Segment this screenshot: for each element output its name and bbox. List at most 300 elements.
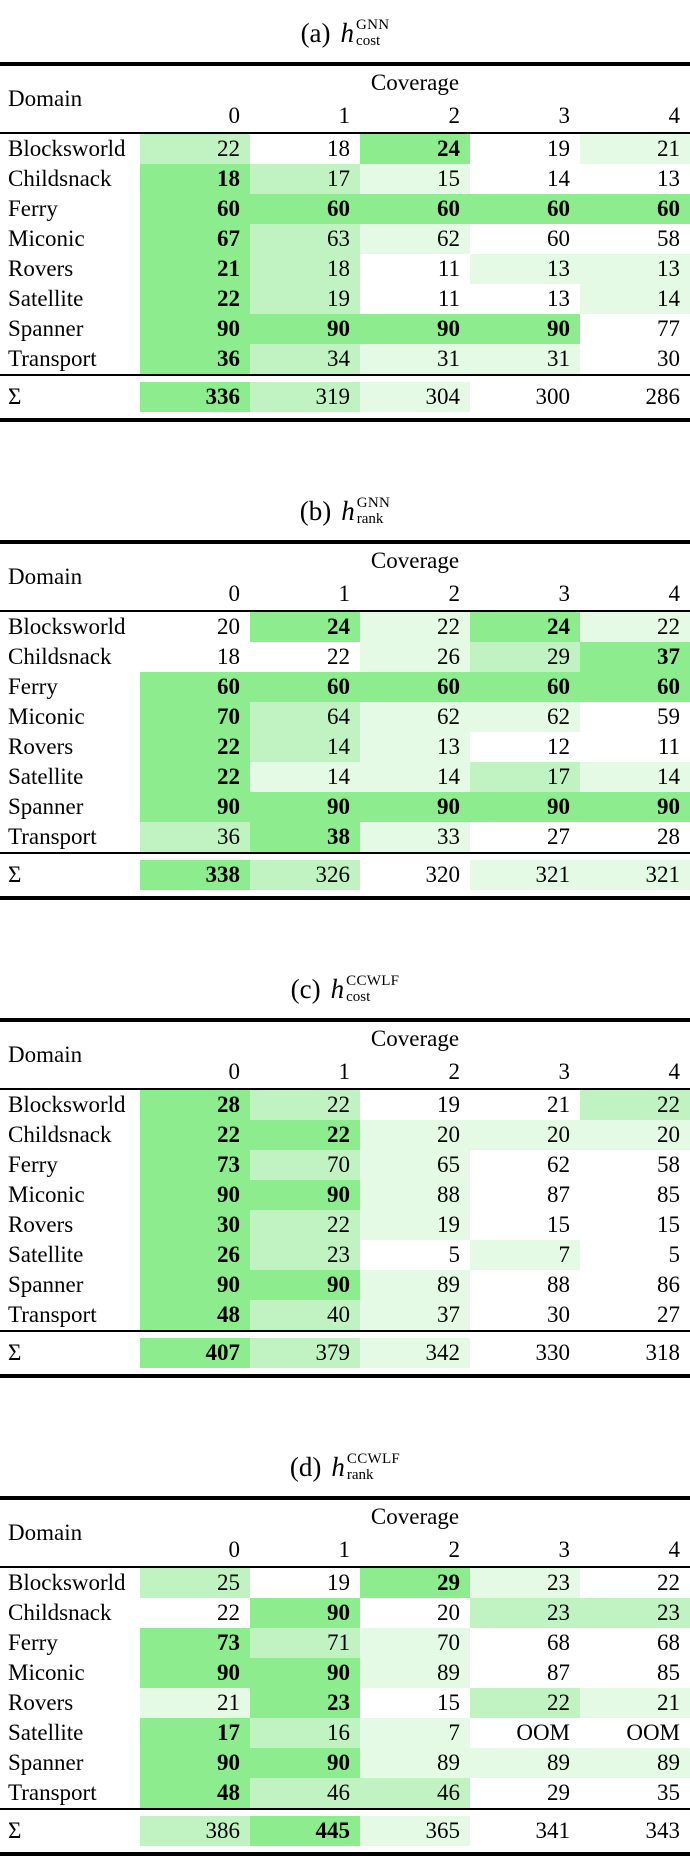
domain-cell: Satellite [8, 1242, 84, 1267]
coverage-cell: 30 [580, 344, 690, 374]
sum-row [0, 382, 690, 412]
table-label: (b) [299, 495, 332, 526]
table-block-c [0, 960, 690, 1378]
coverage-cell: 13 [580, 164, 690, 194]
heuristic-superscript: CCWLF [346, 973, 400, 990]
sum-label: Σ [8, 384, 22, 409]
heuristic-sup-sub [347, 1452, 400, 1484]
coverage-cell: 22 [580, 1568, 690, 1598]
coverage-col-header-4: 4 [668, 1537, 680, 1562]
coverage-col-header-2: 2 [448, 103, 460, 128]
coverage-cell: 85 [580, 1180, 690, 1210]
coverage-cell: 36 [140, 344, 250, 374]
domain-cell: Transport [8, 824, 97, 849]
coverage-cell: 64 [250, 702, 360, 732]
table-row-transport [0, 344, 690, 374]
coverage-cell: 19 [360, 1090, 470, 1120]
coverage-cell: 60 [470, 224, 580, 254]
heuristic-superscript: CCWLF [346, 1451, 401, 1468]
heuristic-sup-sub [357, 496, 390, 528]
sum-cell: 304 [360, 382, 470, 412]
domain-cell: Rovers [8, 734, 74, 759]
coverage-cell: 22 [360, 612, 470, 642]
coverage-cell: 60 [140, 672, 250, 702]
coverage-cell: 65 [360, 1150, 470, 1180]
coverage-cell: 90 [360, 314, 470, 344]
coverage-cell: 14 [250, 732, 360, 762]
coverage-cell: 21 [580, 1688, 690, 1718]
coverage-cell: 59 [580, 702, 690, 732]
coverage-col-header-3: 3 [558, 581, 570, 606]
coverage-col-headers [140, 1530, 690, 1566]
coverage-cell: OOM [470, 1718, 580, 1748]
table-title-c [0, 960, 690, 1018]
coverage-cell: 30 [470, 1300, 580, 1330]
coverage-cell: 17 [470, 762, 580, 792]
table-label: (c) [290, 973, 321, 1004]
coverage-cell: 22 [140, 284, 250, 314]
coverage-cell: 89 [360, 1658, 470, 1688]
sum-cell: 336 [140, 382, 250, 412]
coverage-cell: 68 [470, 1628, 580, 1658]
domain-col-header: Domain [8, 564, 83, 589]
domain-cell: Satellite [8, 764, 84, 789]
domain-cell: Miconic [8, 1660, 85, 1685]
sum-row [0, 1338, 690, 1368]
coverage-cell: 89 [360, 1748, 470, 1778]
coverage-cell: 89 [580, 1748, 690, 1778]
heuristic-sup-sub [356, 18, 389, 50]
table-header [0, 1022, 690, 1088]
coverage-cell: 27 [470, 822, 580, 852]
domain-cell: Blocksworld [8, 136, 126, 161]
coverage-tables-figure [0, 4, 690, 1856]
coverage-cell: 15 [360, 1688, 470, 1718]
sum-cell: 341 [470, 1816, 580, 1846]
coverage-cell: 12 [470, 732, 580, 762]
sum-cell: 286 [580, 382, 690, 412]
domain-cell: Childsnack [8, 644, 112, 669]
coverage-cell: 38 [250, 822, 360, 852]
sum-cell: 321 [580, 860, 690, 890]
table-title-a [0, 4, 690, 62]
coverage-header-area [140, 1022, 690, 1088]
sum-row-wrap [0, 1332, 690, 1374]
sum-label: Σ [8, 1818, 22, 1843]
sum-cell: 343 [580, 1816, 690, 1846]
table-title-d [0, 1438, 690, 1496]
domain-cell: Satellite [8, 1720, 84, 1745]
coverage-header-area [140, 1500, 690, 1566]
table-header [0, 66, 690, 132]
table-header [0, 1500, 690, 1566]
sum-row-wrap [0, 376, 690, 418]
coverage-cell: 26 [360, 642, 470, 672]
coverage-cell: 62 [470, 702, 580, 732]
domain-cell: Ferry [8, 674, 58, 699]
coverage-col-header-0: 0 [228, 581, 240, 606]
table-row-childsnack [0, 1120, 690, 1150]
coverage-cell: 26 [140, 1240, 250, 1270]
coverage-cell: 19 [250, 1568, 360, 1598]
coverage-cell: 23 [470, 1598, 580, 1628]
coverage-cell: 19 [470, 134, 580, 164]
coverage-cell: 22 [140, 1120, 250, 1150]
table-row-blocksworld [0, 1090, 690, 1120]
sum-cell: 330 [470, 1338, 580, 1368]
domain-cell: Ferry [8, 1630, 58, 1655]
table-body [0, 612, 690, 852]
heuristic-symbol: h [341, 495, 355, 526]
coverage-col-header-4: 4 [668, 581, 680, 606]
heuristic-superscript: GNN [356, 17, 390, 34]
heuristic-symbol: h [331, 1451, 345, 1482]
table-row-childsnack [0, 1598, 690, 1628]
coverage-cell: 15 [580, 1210, 690, 1240]
domain-cell: Ferry [8, 196, 58, 221]
domain-cell: Spanner [8, 316, 84, 341]
table-row-spanner [0, 1270, 690, 1300]
coverage-cell: 22 [470, 1688, 580, 1718]
coverage-cell: 48 [140, 1778, 250, 1808]
sum-label: Σ [8, 1340, 22, 1365]
coverage-cell: 5 [360, 1240, 470, 1270]
sum-label: Σ [8, 862, 22, 887]
coverage-cell: 58 [580, 224, 690, 254]
coverage-cell: 60 [250, 672, 360, 702]
coverage-cell: 90 [250, 1270, 360, 1300]
table-row-ferry [0, 194, 690, 224]
coverage-cell: 24 [250, 612, 360, 642]
coverage-cell: 31 [360, 344, 470, 374]
coverage-cell: 23 [250, 1240, 360, 1270]
domain-cell: Transport [8, 1302, 97, 1327]
coverage-cell: 62 [360, 702, 470, 732]
coverage-col-header-1: 1 [338, 103, 350, 128]
coverage-col-header-4: 4 [668, 103, 680, 128]
sum-cell: 445 [250, 1816, 360, 1846]
domain-cell: Rovers [8, 256, 74, 281]
domain-cell: Ferry [8, 1152, 58, 1177]
coverage-cell: 21 [470, 1090, 580, 1120]
table-row-satellite [0, 762, 690, 792]
coverage-cell: 19 [250, 284, 360, 314]
coverage-cell: 29 [360, 1568, 470, 1598]
coverage-cell: 77 [580, 314, 690, 344]
coverage-cell: 60 [580, 672, 690, 702]
coverage-cell: 21 [580, 134, 690, 164]
coverage-cell: 46 [360, 1778, 470, 1808]
coverage-cell: 31 [470, 344, 580, 374]
coverage-cell: 90 [140, 1748, 250, 1778]
coverage-cell: 90 [250, 314, 360, 344]
table-row-rovers [0, 1210, 690, 1240]
coverage-cell: 73 [140, 1150, 250, 1180]
table-title-b [0, 482, 690, 540]
coverage-cell: 13 [470, 254, 580, 284]
sum-row-wrap [0, 1810, 690, 1852]
table-body [0, 1090, 690, 1330]
coverage-cell: 20 [360, 1598, 470, 1628]
coverage-col-header-0: 0 [228, 1059, 240, 1084]
table-label: (a) [300, 17, 331, 48]
coverage-cell: 90 [250, 1598, 360, 1628]
coverage-cell: 70 [250, 1150, 360, 1180]
coverage-cell: 11 [360, 284, 470, 314]
coverage-cell: 48 [140, 1300, 250, 1330]
coverage-col-header-0: 0 [228, 103, 240, 128]
domain-cell: Childsnack [8, 1122, 112, 1147]
coverage-cell: 14 [250, 762, 360, 792]
coverage-cell: 86 [580, 1270, 690, 1300]
coverage-cell: 90 [360, 792, 470, 822]
heuristic-subscript: cost [356, 33, 381, 49]
coverage-cell: 90 [250, 1180, 360, 1210]
coverage-cell: 22 [250, 1210, 360, 1240]
coverage-col-header-1: 1 [338, 1537, 350, 1562]
coverage-cell: 88 [470, 1270, 580, 1300]
coverage-col-headers [140, 1052, 690, 1088]
coverage-cell: 60 [360, 672, 470, 702]
coverage-cell: 21 [140, 1688, 250, 1718]
coverage-cell: 68 [580, 1628, 690, 1658]
sum-cell: 320 [360, 860, 470, 890]
domain-cell: Blocksworld [8, 1092, 126, 1117]
coverage-cell: 25 [140, 1568, 250, 1598]
coverage-cell: 90 [250, 1748, 360, 1778]
coverage-cell: 11 [360, 254, 470, 284]
coverage-cell: 22 [580, 612, 690, 642]
coverage-cell: 35 [580, 1778, 690, 1808]
table-row-satellite [0, 1718, 690, 1748]
coverage-cell: 88 [360, 1180, 470, 1210]
coverage-cell: 62 [470, 1150, 580, 1180]
coverage-cell: 23 [580, 1598, 690, 1628]
coverage-cell: 90 [470, 792, 580, 822]
coverage-cell: 90 [140, 314, 250, 344]
table-row-childsnack [0, 164, 690, 194]
domain-cell: Blocksworld [8, 614, 126, 639]
sum-cell: 342 [360, 1338, 470, 1368]
heuristic-subscript: rank [356, 511, 384, 527]
domain-cell: Transport [8, 346, 97, 371]
coverage-cell: 21 [140, 254, 250, 284]
domain-cell: Spanner [8, 794, 84, 819]
bottom-rule [0, 418, 690, 422]
domain-col-header: Domain [8, 1042, 83, 1067]
coverage-cell: 17 [140, 1718, 250, 1748]
sum-cell: 365 [360, 1816, 470, 1846]
coverage-cell: 23 [250, 1688, 360, 1718]
coverage-cell: 62 [360, 224, 470, 254]
coverage-cell: 90 [250, 792, 360, 822]
coverage-cell: 90 [140, 1658, 250, 1688]
table-row-spanner [0, 314, 690, 344]
coverage-cell: 90 [470, 314, 580, 344]
coverage-cell: 90 [250, 1658, 360, 1688]
coverage-cell: 7 [360, 1718, 470, 1748]
coverage-col-header-2: 2 [448, 1537, 460, 1562]
coverage-cell: 13 [360, 732, 470, 762]
coverage-cell: 20 [470, 1120, 580, 1150]
bottom-rule [0, 896, 690, 900]
coverage-cell: 60 [470, 672, 580, 702]
coverage-cell: 60 [140, 194, 250, 224]
domain-cell: Childsnack [8, 1600, 112, 1625]
sum-cell: 379 [250, 1338, 360, 1368]
coverage-cell: 85 [580, 1658, 690, 1688]
coverage-cell: 28 [580, 822, 690, 852]
table-row-transport [0, 822, 690, 852]
table-row-ferry [0, 1628, 690, 1658]
table-row-ferry [0, 1150, 690, 1180]
coverage-cell: 15 [470, 1210, 580, 1240]
table-row-spanner [0, 792, 690, 822]
domain-cell: Blocksworld [8, 1570, 126, 1595]
sum-cell: 386 [140, 1816, 250, 1846]
coverage-cell: 60 [580, 194, 690, 224]
coverage-cell: 14 [360, 762, 470, 792]
coverage-cell: 70 [360, 1628, 470, 1658]
coverage-cell: 37 [580, 642, 690, 672]
sum-cell: 321 [470, 860, 580, 890]
bottom-rule [0, 1374, 690, 1378]
coverage-cell: 33 [360, 822, 470, 852]
coverage-cell: 7 [470, 1240, 580, 1270]
sum-row-wrap [0, 854, 690, 896]
coverage-cell: 73 [140, 1628, 250, 1658]
table-row-miconic [0, 702, 690, 732]
coverage-cell: OOM [580, 1718, 690, 1748]
coverage-cell: 18 [140, 642, 250, 672]
domain-cell: Transport [8, 1780, 97, 1805]
coverage-header-area [140, 544, 690, 610]
coverage-cell: 13 [470, 284, 580, 314]
table-row-rovers [0, 254, 690, 284]
coverage-cell: 90 [140, 1270, 250, 1300]
table-row-blocksworld [0, 1568, 690, 1598]
coverage-cell: 22 [140, 134, 250, 164]
coverage-cell: 16 [250, 1718, 360, 1748]
domain-cell: Childsnack [8, 166, 112, 191]
table-row-satellite [0, 1240, 690, 1270]
coverage-cell: 90 [580, 792, 690, 822]
domain-col-header: Domain [8, 86, 83, 111]
heuristic-subscript: rank [346, 1467, 374, 1483]
coverage-cell: 29 [470, 642, 580, 672]
coverage-cell: 5 [580, 1240, 690, 1270]
sum-cell: 319 [250, 382, 360, 412]
coverage-cell: 70 [140, 702, 250, 732]
table-row-childsnack [0, 642, 690, 672]
heuristic-sup-sub [346, 974, 399, 1006]
coverage-col-header-2: 2 [448, 581, 460, 606]
coverage-cell: 14 [470, 164, 580, 194]
coverage-cell: 22 [140, 762, 250, 792]
coverage-cell: 40 [250, 1300, 360, 1330]
coverage-cell: 89 [360, 1270, 470, 1300]
coverage-cell: 22 [250, 642, 360, 672]
coverage-cell: 15 [360, 164, 470, 194]
coverage-group-label: Coverage [370, 70, 460, 95]
coverage-cell: 30 [140, 1210, 250, 1240]
coverage-cell: 13 [580, 254, 690, 284]
domain-cell: Rovers [8, 1212, 74, 1237]
domain-cell: Spanner [8, 1272, 84, 1297]
coverage-header-area [140, 66, 690, 132]
coverage-cell: 67 [140, 224, 250, 254]
table-label: (d) [289, 1451, 322, 1482]
coverage-group-label: Coverage [370, 548, 460, 573]
coverage-cell: 58 [580, 1150, 690, 1180]
domain-cell: Miconic [8, 226, 85, 251]
heuristic-symbol: h [330, 973, 345, 1004]
coverage-col-header-2: 2 [448, 1059, 460, 1084]
coverage-cell: 28 [140, 1090, 250, 1120]
coverage-cell: 24 [470, 612, 580, 642]
table-block-d [0, 1438, 690, 1856]
sum-cell: 338 [140, 860, 250, 890]
coverage-col-headers [140, 574, 690, 610]
coverage-cell: 22 [250, 1090, 360, 1120]
coverage-cell: 22 [580, 1090, 690, 1120]
sum-cell: 407 [140, 1338, 250, 1368]
sum-cell: 300 [470, 382, 580, 412]
table-body [0, 134, 690, 374]
domain-cell: Spanner [8, 1750, 84, 1775]
coverage-cell: 14 [580, 284, 690, 314]
coverage-cell: 22 [140, 732, 250, 762]
coverage-cell: 63 [250, 224, 360, 254]
coverage-cell: 27 [580, 1300, 690, 1330]
table-block-a [0, 4, 690, 422]
coverage-group-label: Coverage [370, 1504, 460, 1529]
table-block-b [0, 482, 690, 900]
heuristic-symbol: h [340, 17, 355, 48]
coverage-group-label: Coverage [370, 1026, 460, 1051]
coverage-cell: 87 [470, 1658, 580, 1688]
coverage-cell: 19 [360, 1210, 470, 1240]
coverage-cell: 11 [580, 732, 690, 762]
table-row-blocksworld [0, 134, 690, 164]
coverage-cell: 60 [250, 194, 360, 224]
coverage-cell: 36 [140, 822, 250, 852]
table-row-spanner [0, 1748, 690, 1778]
coverage-cell: 24 [360, 134, 470, 164]
heuristic-superscript: GNN [356, 495, 391, 512]
coverage-cell: 87 [470, 1180, 580, 1210]
sum-cell: 318 [580, 1338, 690, 1368]
coverage-cell: 17 [250, 164, 360, 194]
domain-cell: Miconic [8, 704, 85, 729]
coverage-cell: 23 [470, 1568, 580, 1598]
coverage-col-header-3: 3 [558, 1059, 570, 1084]
coverage-cell: 71 [250, 1628, 360, 1658]
sum-cell: 326 [250, 860, 360, 890]
table-row-rovers [0, 732, 690, 762]
coverage-cell: 29 [470, 1778, 580, 1808]
table-row-transport [0, 1300, 690, 1330]
coverage-col-header-0: 0 [228, 1537, 240, 1562]
coverage-col-header-4: 4 [668, 1059, 680, 1084]
domain-cell: Miconic [8, 1182, 85, 1207]
coverage-cell: 90 [140, 792, 250, 822]
coverage-cell: 90 [140, 1180, 250, 1210]
coverage-cell: 89 [470, 1748, 580, 1778]
coverage-cell: 22 [140, 1598, 250, 1628]
coverage-cell: 60 [360, 194, 470, 224]
coverage-cell: 34 [250, 344, 360, 374]
